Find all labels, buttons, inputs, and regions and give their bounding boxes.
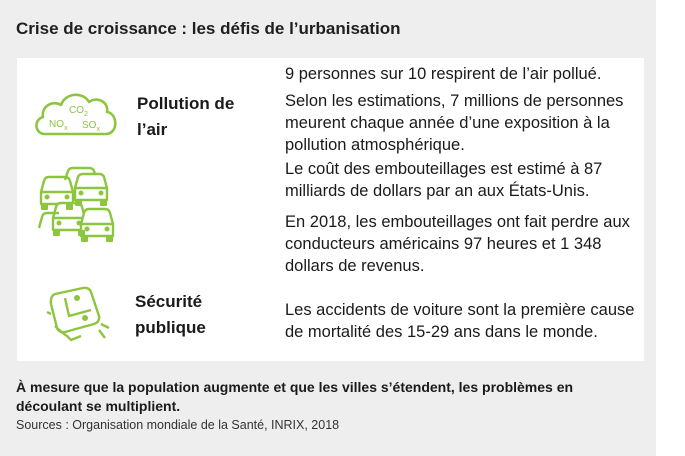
content-card bbox=[17, 58, 644, 361]
air-pollution-label-line-1: Pollution de bbox=[137, 94, 235, 113]
sox-label: SO bbox=[82, 120, 97, 131]
svg-text:NOx bbox=[49, 119, 68, 132]
nox-label: NO bbox=[49, 119, 64, 130]
air-pollution-paragraph-1: 9 personnes sur 10 respirent de l’air pollué. bbox=[285, 65, 602, 83]
public-safety-label-line-1: Sécurité bbox=[135, 292, 203, 311]
traffic-paragraph-2: En 2018, les embouteillages ont fait perdre aux conducteurs américains 97 heures et 1 348 dollars de revenus. bbox=[285, 213, 630, 275]
sources-text: Sources : Organisation mondiale de la Santé, INRIX, 2018 bbox=[16, 418, 340, 432]
air-pollution-label bbox=[137, 91, 234, 143]
nox-subscript: x bbox=[64, 125, 68, 132]
svg-text:SOx bbox=[82, 120, 100, 133]
air-pollution-label-line-2: l’air bbox=[137, 120, 168, 139]
infographic-title: Crise de croissance : les défis de l’urbanisation bbox=[16, 19, 401, 38]
public-safety-paragraph: Les accidents de voiture sont la première cause de mortalité des 15-29 ans dans le monde. bbox=[285, 301, 635, 341]
car-crash-icon bbox=[45, 286, 111, 342]
cloud-pollution-icon bbox=[31, 84, 123, 142]
traffic-jam-icon bbox=[35, 166, 119, 250]
sox-subscript: x bbox=[96, 126, 100, 133]
public-safety-label-line-2: publique bbox=[135, 318, 206, 337]
svg-text:CO2 bbox=[69, 105, 88, 118]
co2-label: CO bbox=[69, 105, 84, 116]
summary-text: À mesure que la population augmente et que les villes s’étendent, les problèmes en découlant se multiplient. bbox=[16, 379, 574, 414]
traffic-paragraph-1: Le coût des embouteillages est estimé à 87 milliards de dollars par an aux États-Unis. bbox=[285, 160, 603, 200]
public-safety-label bbox=[135, 289, 206, 341]
co2-subscript: 2 bbox=[84, 111, 88, 118]
air-pollution-paragraph-2: Selon les estimations, 7 millions de personnes meurent chaque année d’une exposition à la pollution atmosphérique. bbox=[285, 92, 624, 154]
